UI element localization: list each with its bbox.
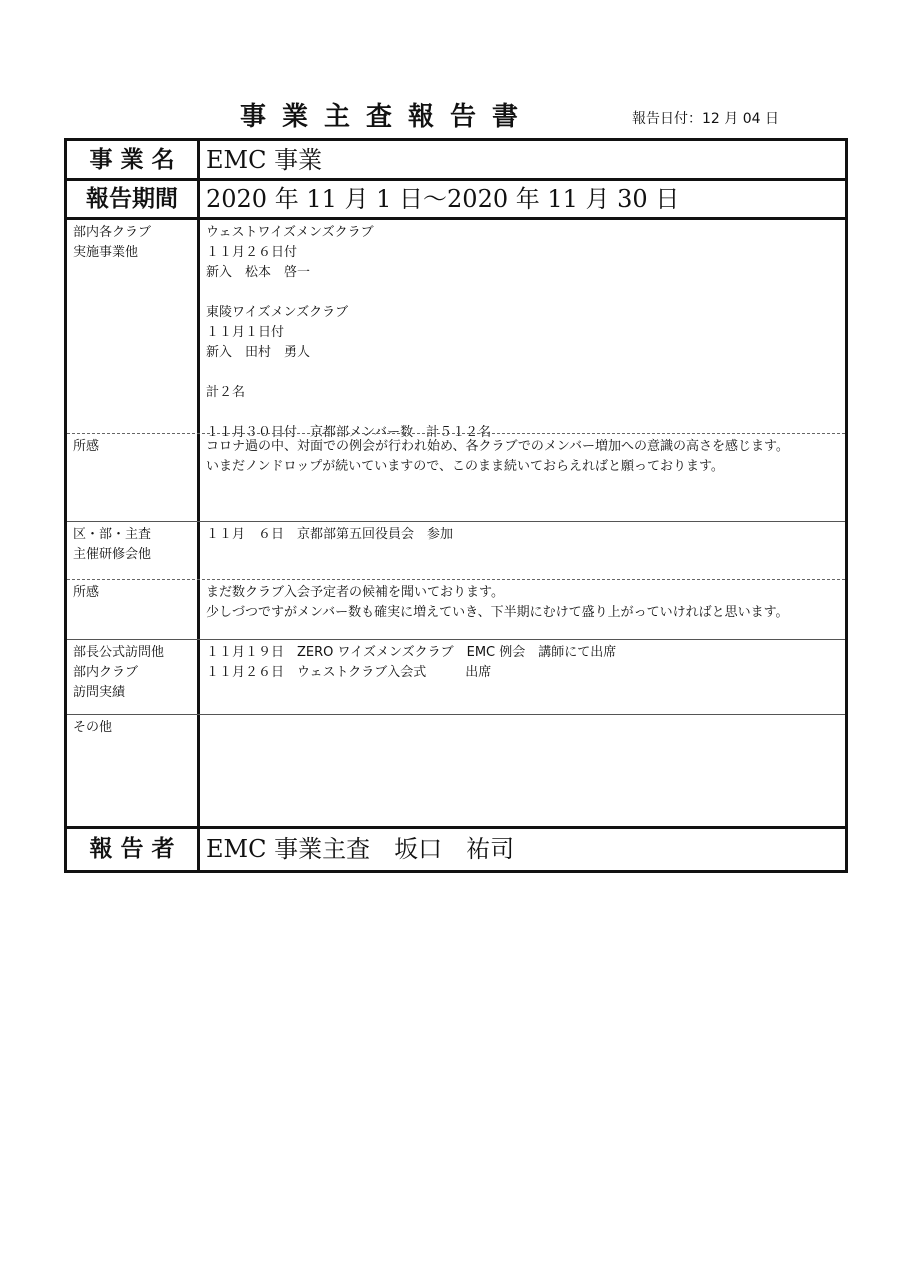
- content-line: [206, 363, 839, 383]
- content-line: １１月２６日 ウェストクラブ入会式 出席: [206, 665, 492, 680]
- report-period-label: 報告期間: [86, 186, 178, 212]
- reporter-value: EMC 事業主査 坂口 祐司: [206, 835, 515, 863]
- content-line: 少しづつですがメンバー数も確実に増えていき、下半期にむけて盛り上がっていければと思います。: [206, 605, 789, 620]
- content-line: １１月２６日付: [206, 245, 298, 260]
- content-line: [206, 283, 839, 303]
- report-period-value: 2020 年 11 月 1 日～2020 年 11 月 30 日: [206, 185, 680, 213]
- content-line: 新入 田村 勇人: [206, 345, 311, 360]
- impression-1-content: [206, 437, 839, 477]
- content-line: １１月 ６日 京都部第五回役員会 参加: [206, 527, 454, 542]
- content-line: 新入 松本 啓一: [206, 265, 311, 280]
- label-line: 部内クラブ: [73, 665, 139, 680]
- other-label: その他: [73, 720, 113, 735]
- club-activities-label: [73, 223, 151, 263]
- content-line: ウェストワイズメンズクラブ: [206, 225, 374, 240]
- business-name-row: [67, 141, 845, 179]
- visits-row: [67, 640, 845, 713]
- report-date: 報告日付：12 月 04 日: [632, 111, 779, 127]
- label-line: 訪問実績: [73, 685, 126, 700]
- label-line: 部長公式訪問他: [73, 645, 165, 660]
- label-line: 主催研修会他: [73, 547, 152, 562]
- content-line: [206, 403, 839, 423]
- impression-1-row: [67, 434, 845, 520]
- business-name-label: 事 業 名: [89, 147, 175, 173]
- impression-2-content: [206, 583, 839, 623]
- visits-content: [206, 643, 839, 683]
- club-activities-row: [67, 220, 845, 440]
- label-line: 実施事業他: [73, 245, 139, 260]
- reporter-label: 報 告 者: [89, 836, 175, 862]
- visits-label: [73, 643, 164, 703]
- report-table: [64, 138, 848, 873]
- content-line: １１月１９日 ZERO ワイズメンズクラブ EMC 例会 講師にて出席: [206, 645, 617, 660]
- impression-2-row: [67, 580, 845, 638]
- content-line: 計２名: [206, 385, 246, 400]
- label-line: 区・部・主査: [73, 527, 152, 542]
- content-line: コロナ過の中、対面での例会が行われ始め、各クラブでのメンバー増加への意識の高さを感じます。: [206, 439, 789, 454]
- document-title: 事業主査報告書: [240, 102, 535, 132]
- training-content: [206, 525, 839, 545]
- content-line: いまだノンドロップが続いていますので、このまま続いておらえればと願っております。: [206, 459, 724, 474]
- reporter-row: [67, 829, 845, 870]
- training-row: [67, 522, 845, 578]
- business-name-value: EMC 事業: [206, 146, 323, 174]
- impression-1-label: 所感: [73, 439, 100, 454]
- club-activities-content: [206, 223, 839, 443]
- report-period-row: [67, 181, 845, 217]
- content-line: 東陵ワイズメンズクラブ: [206, 305, 349, 320]
- impression-2-label: 所感: [73, 585, 100, 600]
- training-label: [73, 525, 151, 565]
- content-line: １１月３０日付 京都部メンバー数 計５１２名: [206, 425, 492, 440]
- label-line: 部内各クラブ: [73, 225, 152, 240]
- content-line: １１月１日付: [206, 325, 285, 340]
- other-row: [67, 715, 845, 825]
- content-line: まだ数クラブ入会予定者の候補を聞いております。: [206, 585, 504, 600]
